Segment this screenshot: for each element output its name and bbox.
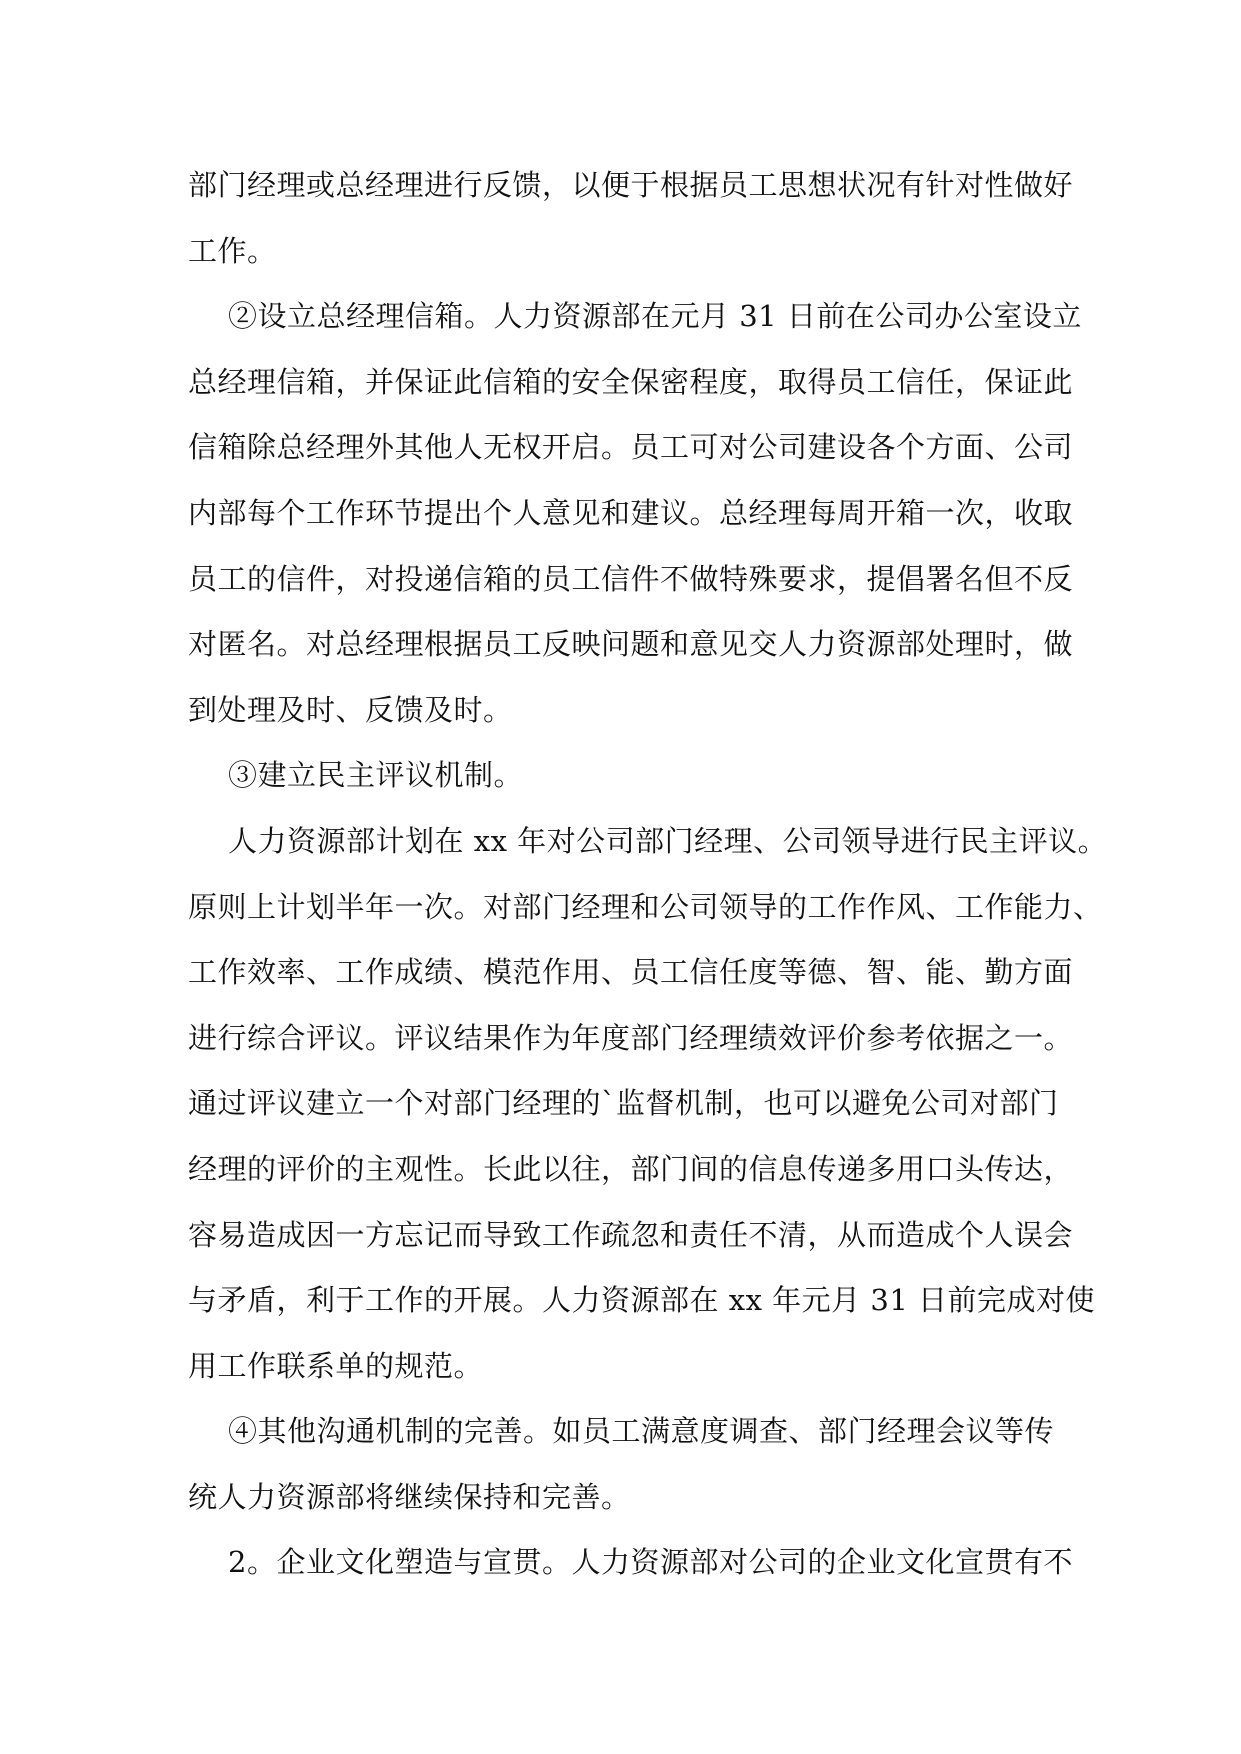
text-line: 原则上计划半年一次。对部门经理和公司领导的工作作风、工作能力、	[188, 889, 1103, 924]
text-line: 与矛盾，利于工作的开展。人力资源部在 xx 年元月 31 日前完成对使	[188, 1283, 1095, 1318]
text-line: 进行综合评议。评议结果作为年度部门经理绩效评价参考依据之一。	[188, 1020, 1074, 1055]
text-line: 容易造成因一方忘记而导致工作疏忽和责任不清，从而造成个人误会	[188, 1217, 1074, 1252]
text-line: ④其他沟通机制的完善。如员工满意度调查、部门经理会议等传	[228, 1414, 1055, 1449]
text-line: 通过评议建立一个对部门经理的`监督机制，也可以避免公司对部门	[188, 1086, 1059, 1121]
text-line: 工作效率、工作成绩、模范作用、员工信任度等德、智、能、勤方面	[188, 955, 1074, 990]
text-line: 内部每个工作环节提出个人意见和建议。总经理每周开箱一次，收取	[188, 495, 1074, 530]
text-line: 经理的评价的主观性。长此以往，部门间的信息传递多用口头传达，	[188, 1151, 1074, 1186]
text-line: 统人力资源部将继续保持和完善。	[188, 1479, 631, 1514]
text-line: 人力资源部计划在 xx 年对公司部门经理、公司领导进行民主评议。	[228, 823, 1108, 858]
text-line: 工作。	[188, 233, 277, 268]
text-line: 信箱除总经理外其他人无权开启。员工可对公司建设各个方面、公司	[188, 430, 1074, 465]
text-line: 用工作联系单的规范。	[188, 1348, 484, 1383]
text-line: ③建立民主评议机制。	[228, 758, 524, 793]
text-line: 对匿名。对总经理根据员工反映问题和意见交人力资源部处理时，做	[188, 627, 1074, 662]
text-line: 员工的信件，对投递信箱的员工信件不做特殊要求，提倡署名但不反	[188, 561, 1074, 596]
text-line: 到处理及时、反馈及时。	[188, 692, 513, 727]
text-line: 2。企业文化塑造与宣贯。人力资源部对公司的企业文化宣贯有不	[228, 1545, 1073, 1580]
text-line: ②设立总经理信箱。人力资源部在元月 31 日前在公司办公室设立	[228, 299, 1082, 334]
body-text	[188, 153, 1108, 1596]
text-line: 部门经理或总经理进行反馈，以便于根据员工思想状况有针对性做好	[188, 168, 1074, 202]
text-line: 总经理信箱，并保证此信箱的安全保密程度，取得员工信任，保证此	[188, 364, 1074, 399]
